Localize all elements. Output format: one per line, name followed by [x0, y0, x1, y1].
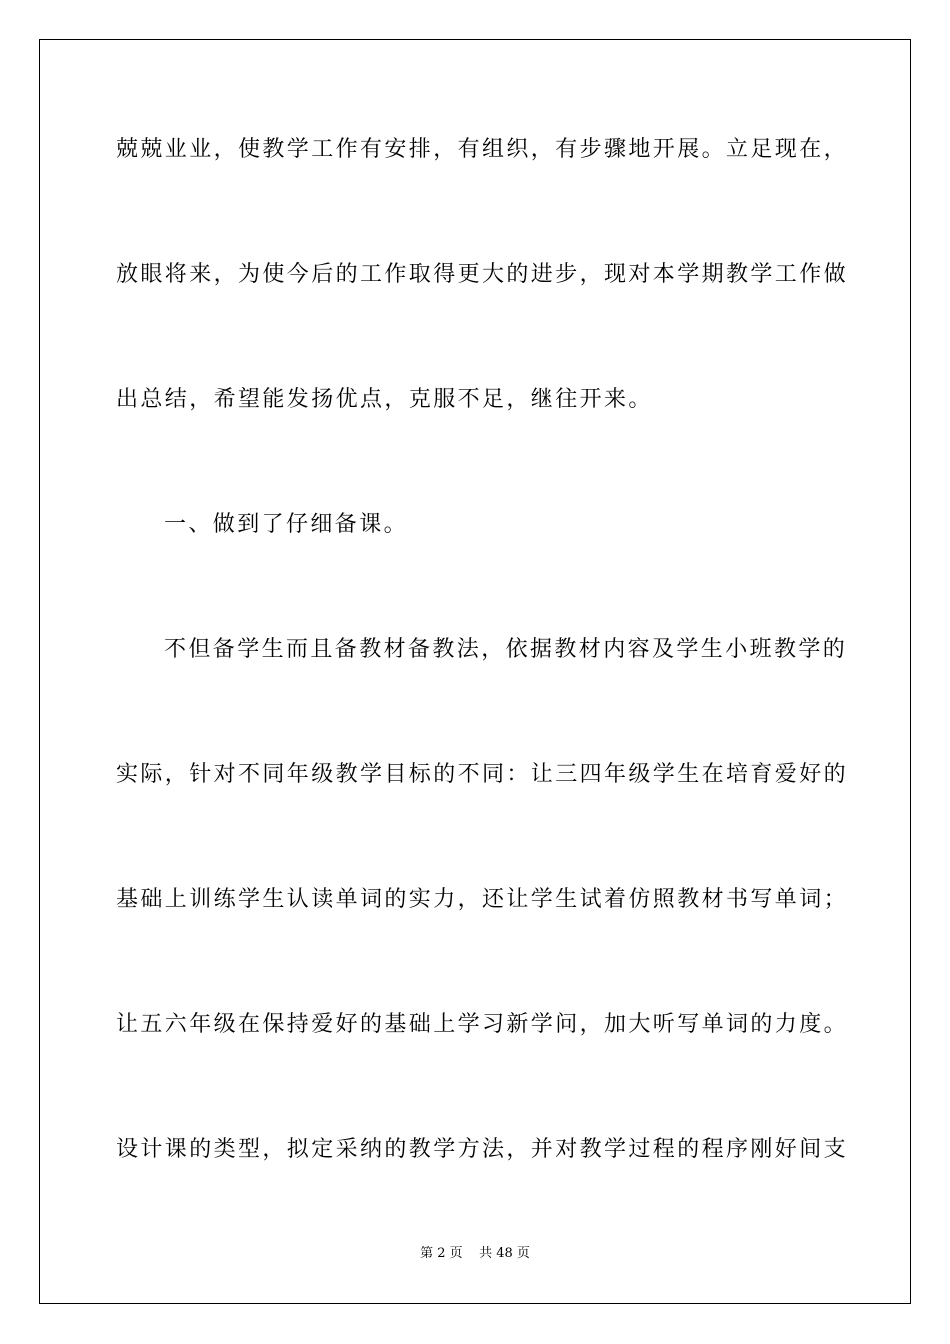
text-line-3: 出总结，希望能发扬优点，克服不足，继往开来。 [116, 387, 653, 412]
text-line-1: 兢兢业业，使教学工作有安排，有组织，有步骤地开展。立足现在， [116, 137, 849, 162]
page-footer: 第 2 页 共 48 页 [420, 1246, 530, 1261]
page-border [39, 39, 911, 1304]
text-line-6: 实际，针对不同年级教学目标的不同：让三四年级学生在培育爱好的 [116, 762, 849, 787]
text-line-9: 设计课的类型，拟定采纳的教学方法，并对教学过程的程序刚好间支 [116, 1137, 849, 1162]
text-line-2: 放眼将来，为使今后的工作取得更大的进步，现对本学期教学工作做 [116, 262, 849, 287]
text-line-7: 基础上训练学生认读单词的实力，还让学生试着仿照教材书写单词； [116, 887, 849, 912]
section-heading: 一、做到了仔细备课。 [164, 512, 409, 537]
text-line-5: 不但备学生而且备教材备教法，依据教材内容及学生小班教学的 [164, 637, 848, 662]
text-line-8: 让五六年级在保持爱好的基础上学习新学问，加大听写单词的力度。 [116, 1012, 849, 1037]
